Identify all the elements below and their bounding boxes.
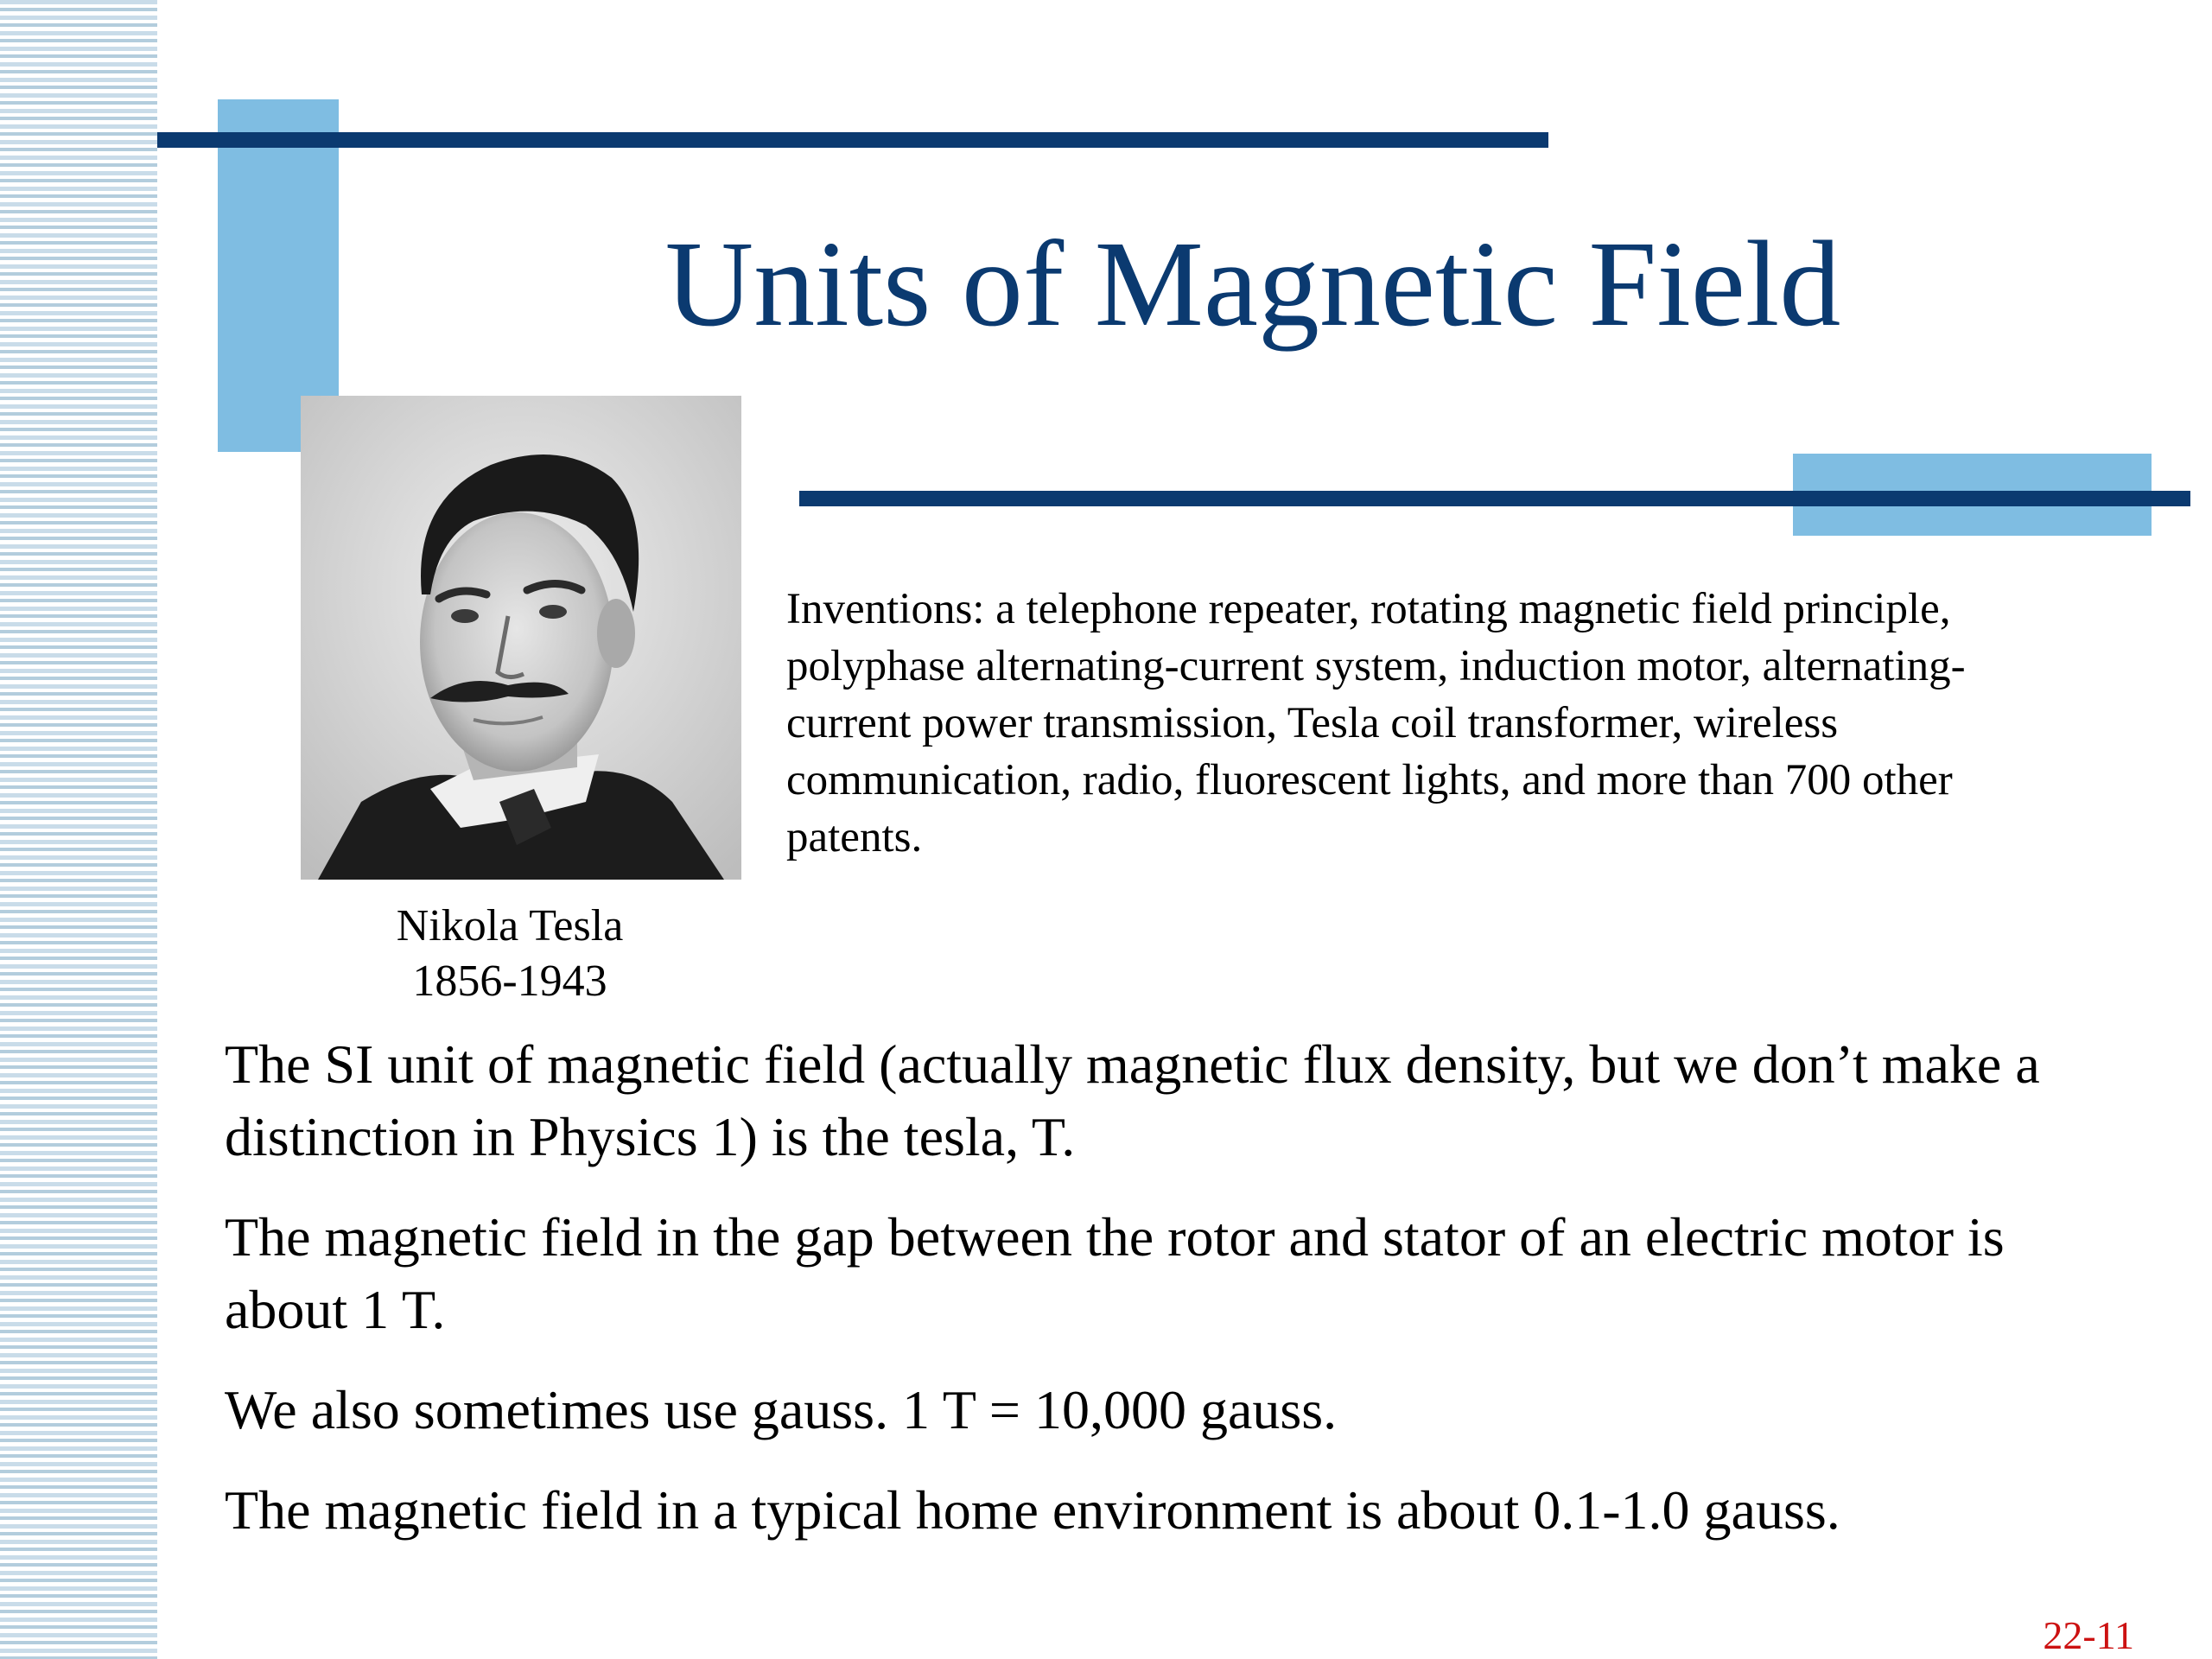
- paragraph-motor-field: The magnetic field in the gap between the rotor and stator of an electric motor is about 1 T.: [225, 1206, 2005, 1340]
- slide-number: 22-11: [2043, 1613, 2134, 1657]
- left-striped-border: [0, 0, 157, 1659]
- top-rule: [157, 132, 1548, 148]
- portrait-caption: [294, 899, 726, 1009]
- paragraph-si-unit: The SI unit of magnetic field (actually magnetic flux density, but we don’t make a distinction in Physics 1) is the tesla, T.: [225, 1033, 2040, 1167]
- middle-rule: [799, 491, 2190, 506]
- paragraph-home-field: The magnetic field in a typical home environment is about 0.1-1.0 gauss.: [225, 1479, 1840, 1541]
- paragraph-gauss: We also sometimes use gauss. 1 T = 10,000 gauss.: [225, 1379, 1338, 1440]
- inventions-text: Inventions: a telephone repeater, rotating magnetic field principle, polyphase alternating-current system, induction motor, alternating-current power transmission, Tesla coil transformer, wireless communication, radio, fluorescent lights, and more than 700 other patents.: [786, 585, 1966, 861]
- body-paragraphs: [225, 1028, 2108, 1574]
- caption-years: 1856-1943: [412, 957, 607, 1006]
- tesla-portrait-image: [301, 396, 741, 880]
- slide-title: Units of Magnetic Field: [664, 215, 1841, 352]
- caption-name: Nikola Tesla: [396, 901, 624, 950]
